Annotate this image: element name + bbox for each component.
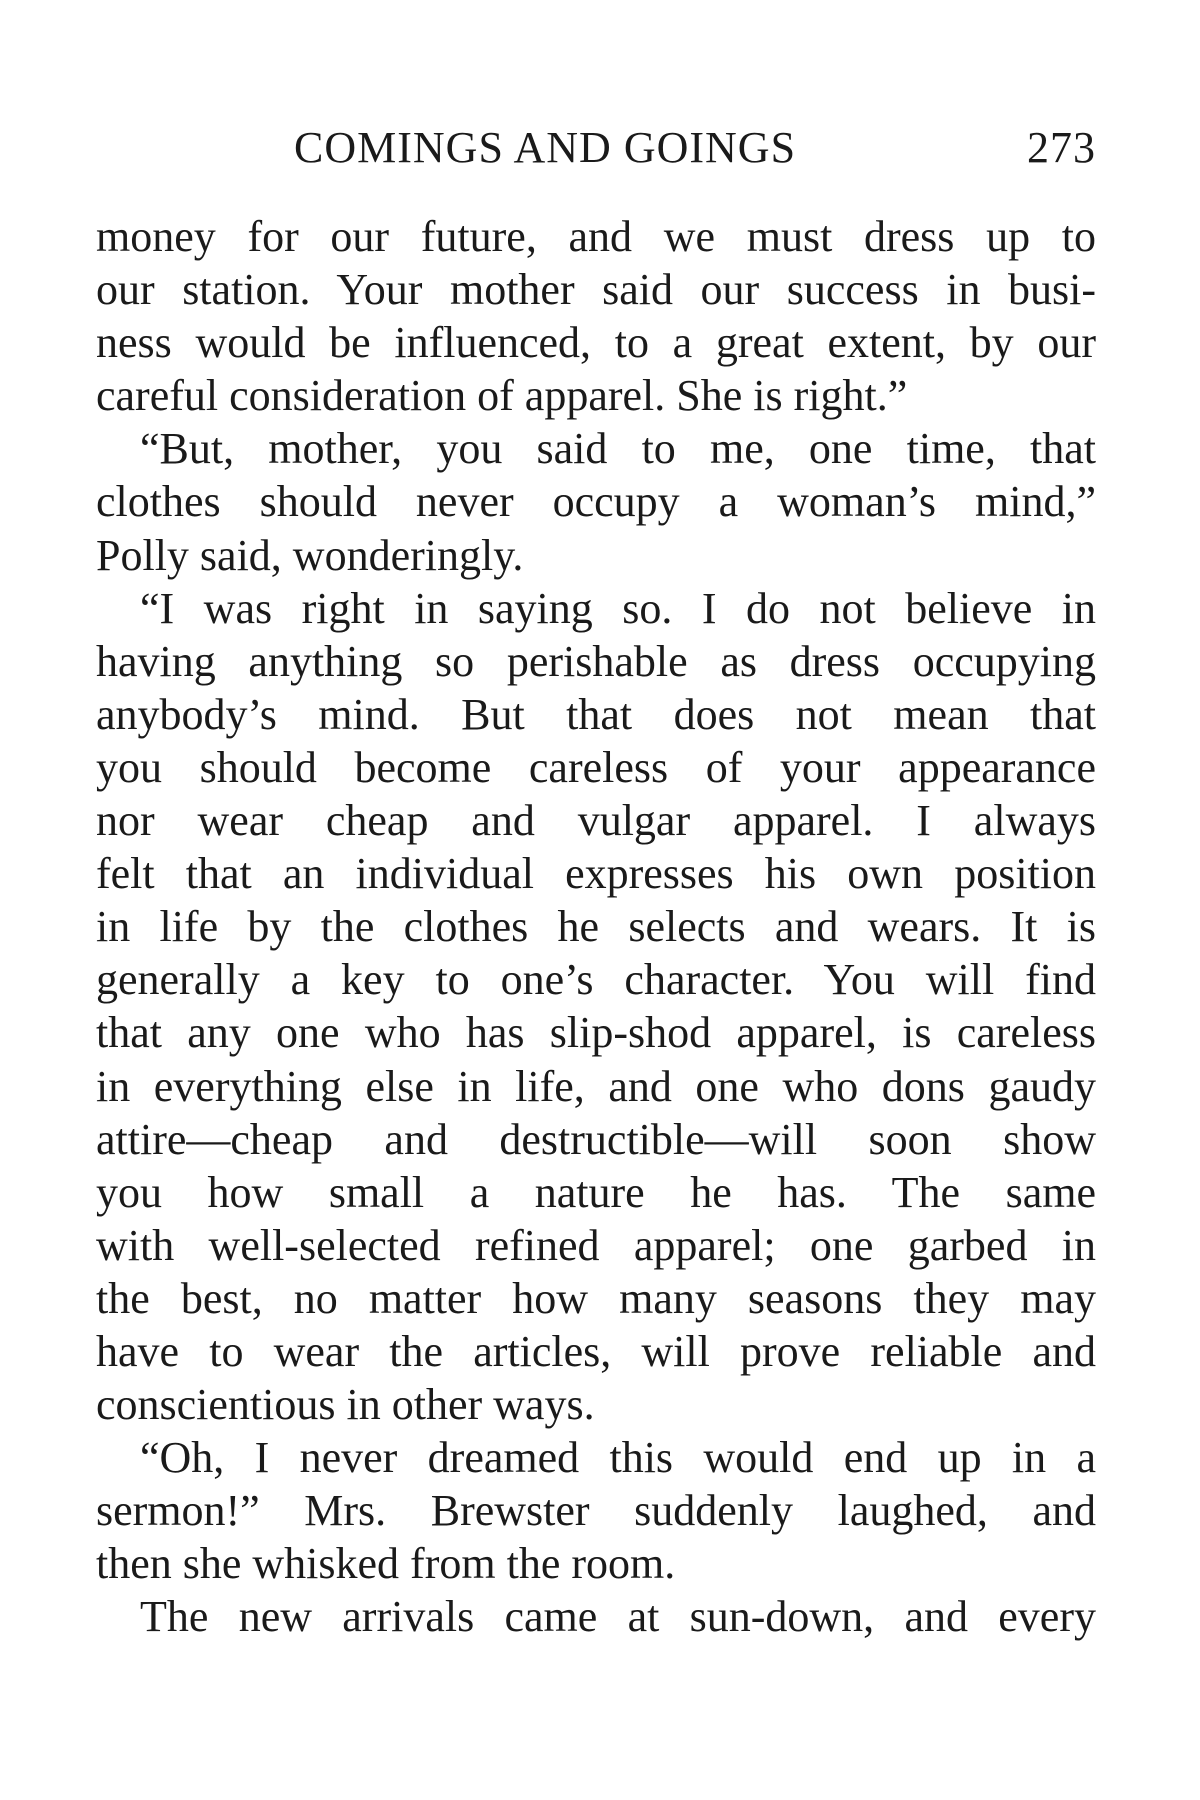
text-line: you how small a nature he has. The same	[96, 1167, 1096, 1217]
text-line: ness would be influenced, to a great extent, by our	[96, 318, 1096, 368]
text-line: “But, mother, you said to me, one time, that	[140, 424, 1096, 474]
text-line: anybody’s mind. But that does not mean that	[96, 689, 1096, 739]
text-line: “Oh, I never dreamed this would end up in a	[140, 1433, 1096, 1483]
text-line: nor wear cheap and vulgar apparel. I always	[96, 796, 1096, 846]
text-line: have to wear the articles, will prove reliable and	[96, 1326, 1096, 1376]
text-line: felt that an individual expresses his own position	[96, 849, 1096, 899]
text-line: then she whisked from the room.	[96, 1539, 676, 1589]
text-line: The new arrivals came at sun-down, and every	[140, 1592, 1096, 1642]
running-head	[96, 122, 1096, 172]
text-line: in everything else in life, and one who dons gaudy	[96, 1061, 1096, 1111]
text-line: generally a key to one’s character. You will find	[96, 955, 1096, 1005]
text-line: our station. Your mother said our success in busi-	[96, 265, 1096, 315]
text-line: the best, no matter how many seasons they may	[96, 1273, 1096, 1323]
text-line: that any one who has slip-shod apparel, is careless	[96, 1008, 1096, 1058]
text-line: “I was right in saying so. I do not believe in	[140, 583, 1096, 633]
text-line: in life by the clothes he selects and wears. It is	[96, 902, 1096, 952]
body-text	[96, 210, 1096, 1644]
text-line: Polly said, wonderingly.	[96, 530, 524, 580]
text-line: attire—cheap and destructible—will soon show	[96, 1114, 1096, 1164]
text-line: careful consideration of apparel. She is right.”	[96, 371, 908, 421]
text-line: having anything so perishable as dress occupying	[96, 636, 1096, 686]
text-line: money for our future, and we must dress up to	[96, 212, 1096, 261]
text-line: you should become careless of your appearance	[96, 742, 1096, 792]
running-title: COMINGS AND GOINGS	[294, 123, 797, 172]
page-number: 273	[1027, 123, 1096, 172]
text-line: sermon!” Mrs. Brewster suddenly laughed, and	[96, 1486, 1096, 1536]
text-line: clothes should never occupy a woman’s mind,”	[96, 477, 1096, 527]
text-line: conscientious in other ways.	[96, 1380, 595, 1430]
text-line: with well-selected refined apparel; one garbed in	[96, 1220, 1096, 1270]
